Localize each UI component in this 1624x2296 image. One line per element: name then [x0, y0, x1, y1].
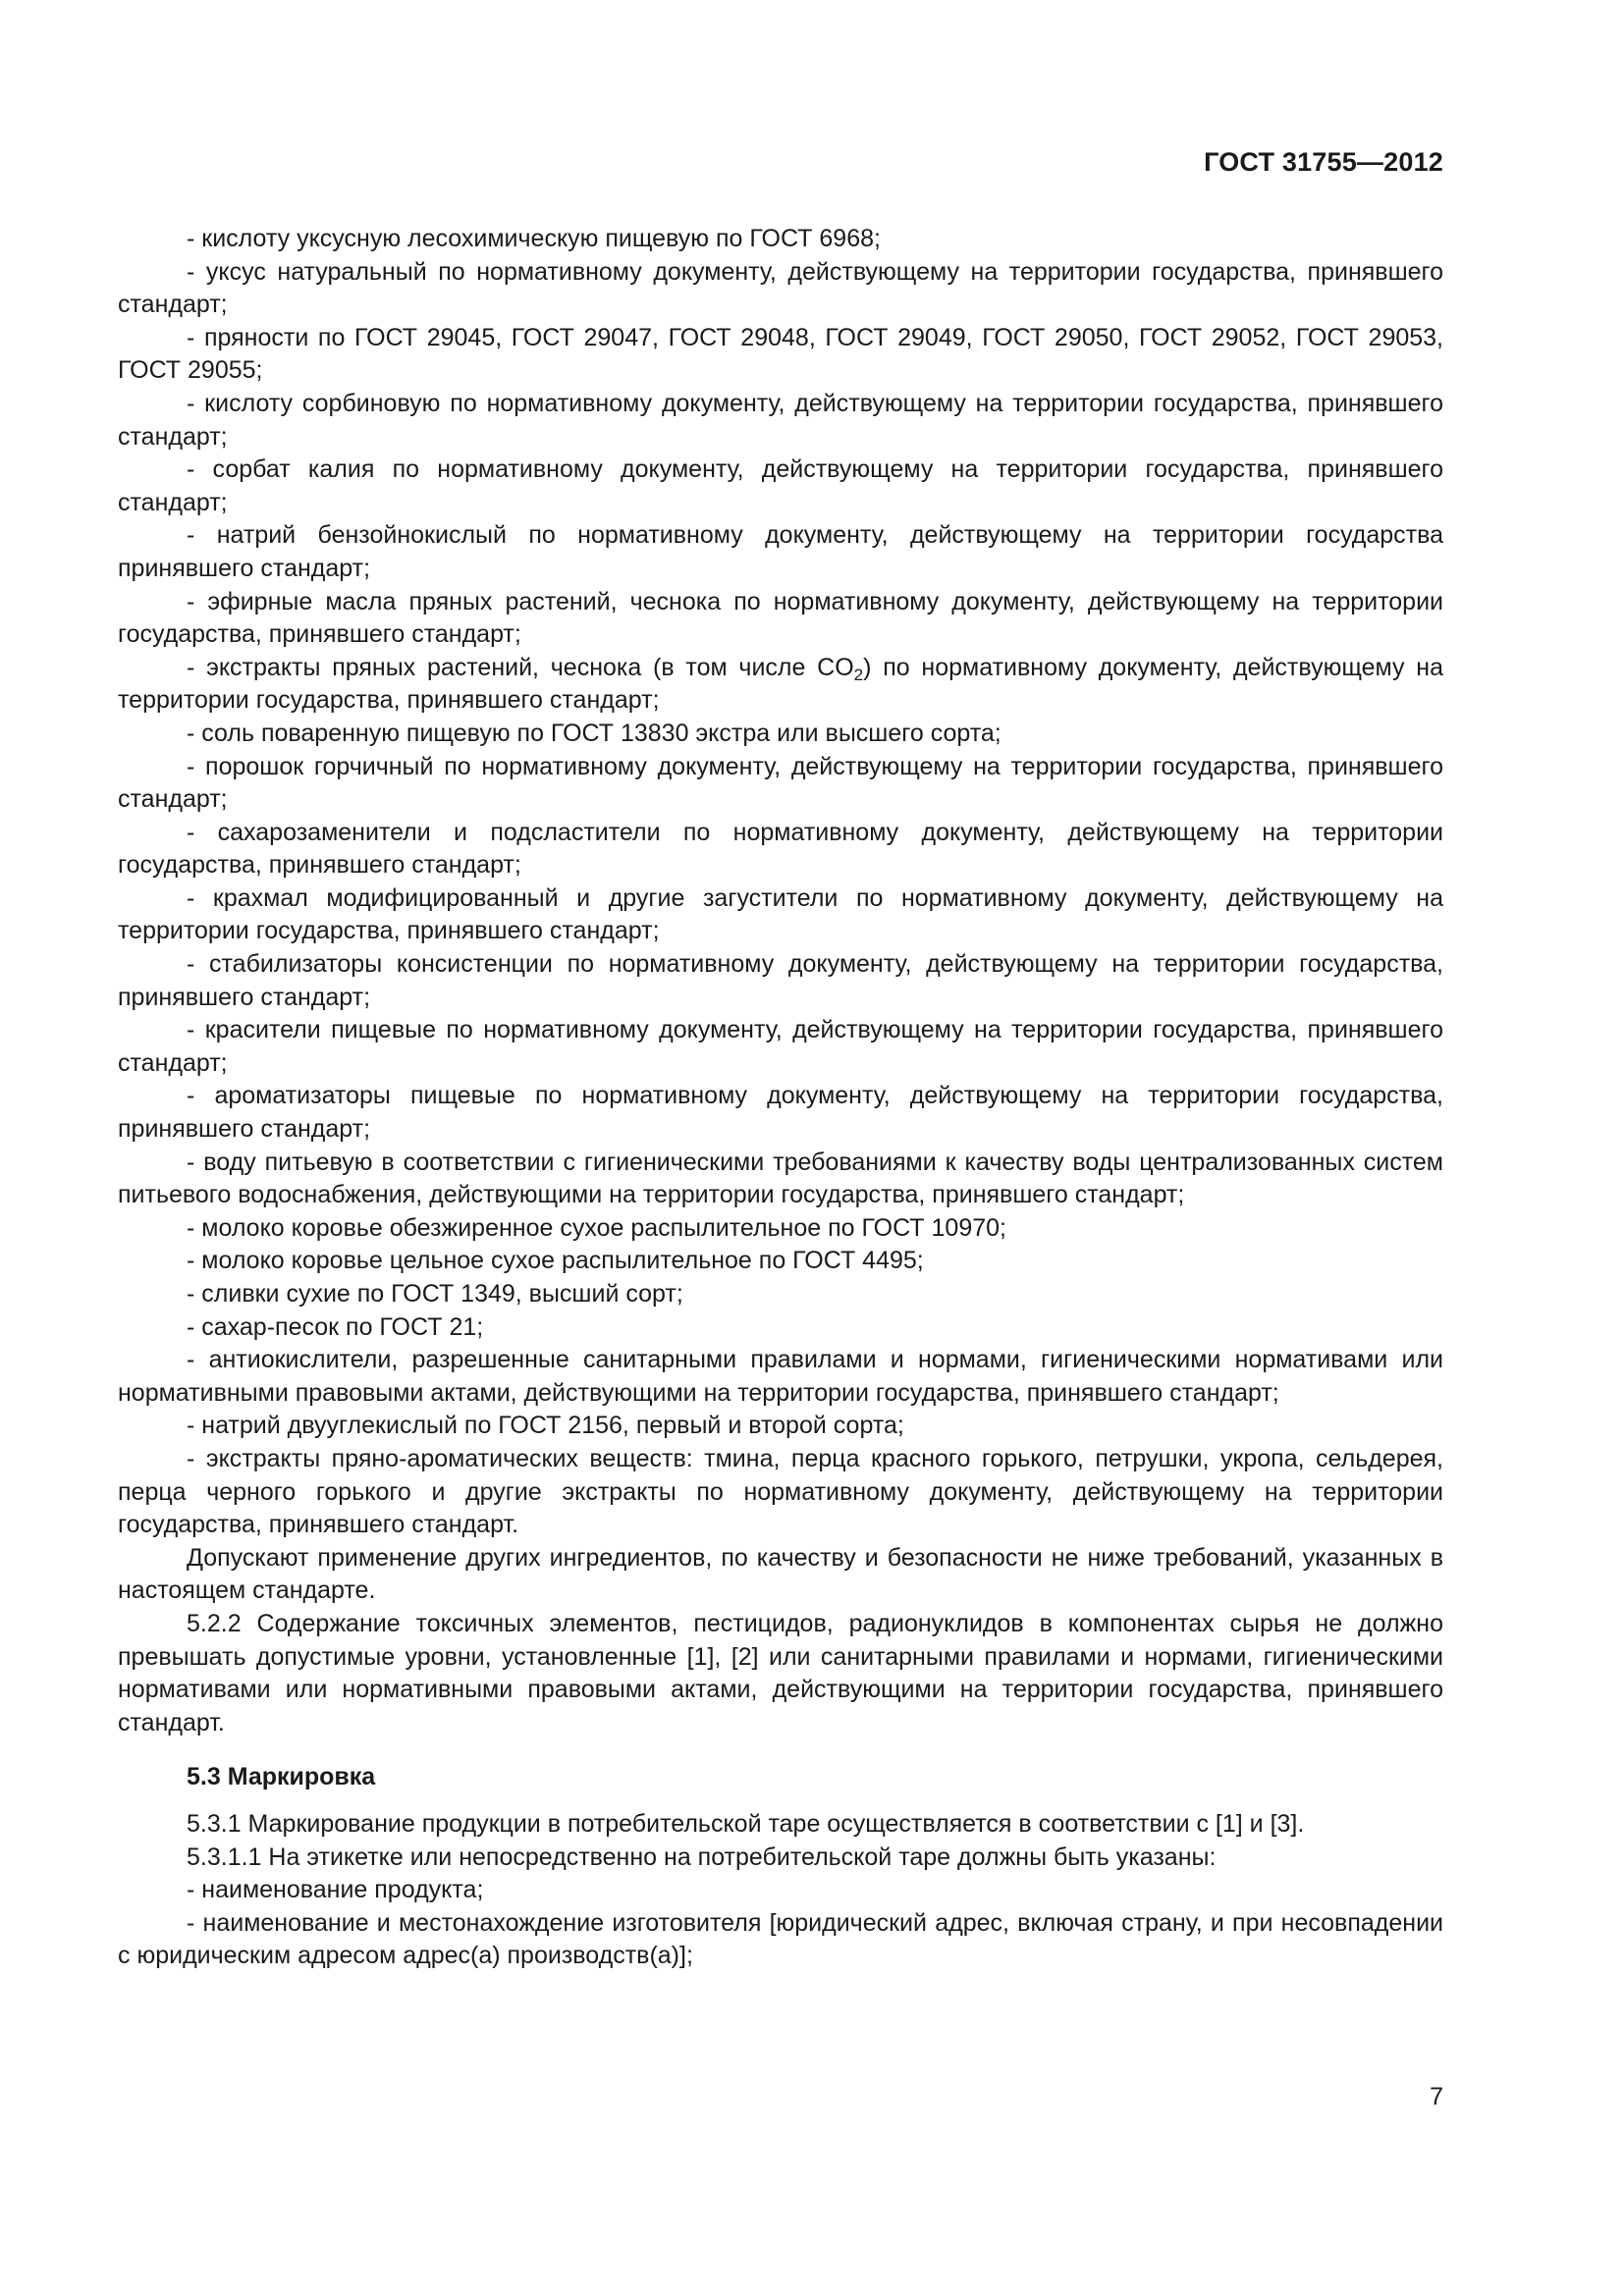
- subscript: 2: [853, 665, 864, 684]
- paragraph: - красители пищевые по нормативному документу, действующему на территории государства, принявшего стандарт;: [118, 1016, 1443, 1077]
- paragraph: - воду питьевую в соответствии с гигиеническими требованиями к качеству воды централизованных систем питьевого водоснабжения, действующими на территории государства, принявшего стандарт;: [118, 1148, 1443, 1209]
- paragraph: 5.2.2 Содержание токсичных элементов, пестицидов, радионуклидов в компонентах сырья не должно превышать допустимые уровни, установленные [1], [2] или санитарными правилами и нормами, гигиеническими нормативами или нормативными правовыми актами, действующими на территории государства, принявшего стандарт.: [118, 1609, 1443, 1736]
- paragraph: - ароматизаторы пищевые по нормативному документу, действующему на территории государства, принявшего стандарт;: [118, 1082, 1443, 1144]
- paragraph-with-subscript: [118, 652, 1443, 718]
- section-heading: 5.3 Маркировка: [187, 1763, 376, 1791]
- paragraph: - порошок горчичный по нормативному документу, действующему на территории государства, принявшего стандарт;: [118, 752, 1443, 814]
- paragraph: - натрий двууглекислый по ГОСТ 2156, первый и второй сорта;: [187, 1412, 904, 1440]
- paragraph: - соль поваренную пищевую по ГОСТ 13830 экстра или высшего сорта;: [187, 719, 1001, 747]
- paragraph: - сорбат калия по нормативному документу, действующему на территории государства, принявшего стандарт;: [118, 455, 1443, 516]
- paragraph-text-part: - экстракты пряных растений, чеснока (в том числе CO: [187, 653, 854, 681]
- paragraph-text-part: ) по нормативному документу, действующему на территории государства, принявшего стандарт;: [118, 653, 1443, 715]
- paragraph: 5.3.1 Маркирование продукции в потребительской таре осуществляется в соответствии с [1] и [3].: [187, 1809, 1305, 1838]
- paragraph: - сливки сухие по ГОСТ 1349, высший сорт;: [187, 1280, 683, 1308]
- paragraph: 5.3.1.1 На этикетке или непосредственно на потребительской таре должны быть указаны:: [187, 1842, 1217, 1871]
- paragraph: - наименование и местонахождение изготовителя [юридический адрес, включая страну, и при несовпадении с юридическим адресом адрес(а) производств(а)];: [118, 1908, 1443, 1970]
- paragraph: - стабилизаторы консистенции по нормативному документу, действующему на территории государства, принявшего стандарт;: [118, 950, 1443, 1011]
- document-body: [118, 223, 1443, 1973]
- page-number: 7: [1430, 2083, 1443, 2110]
- paragraph: - наименование продукта;: [187, 1876, 484, 1904]
- paragraph: - молоко коровье цельное сухое распылительное по ГОСТ 4495;: [187, 1247, 924, 1275]
- paragraph: - антиокислители, разрешенные санитарными правилами и нормами, гигиеническими нормативами или нормативными правовыми актами, действующими на территории государства, принявшего стандарт;: [118, 1346, 1443, 1407]
- paragraph: - сахар-песок по ГОСТ 21;: [187, 1312, 484, 1341]
- paragraph: Допускают применение других ингредиентов, по качеству и безопасности не ниже требований, указанных в настоящем стандарте.: [118, 1543, 1443, 1605]
- paragraph: - кислоту уксусную лесохимическую пищевую по ГОСТ 6968;: [187, 225, 881, 252]
- paragraph: - пряности по ГОСТ 29045, ГОСТ 29047, ГОСТ 29048, ГОСТ 29049, ГОСТ 29050, ГОСТ 29052, ГОСТ 29053, ГОСТ 29055;: [118, 323, 1443, 385]
- paragraph: - молоко коровье обезжиренное сухое распылительное по ГОСТ 10970;: [187, 1213, 1006, 1242]
- paragraph: - крахмал модифицированный и другие загустители по нормативному документу, действующему на территории государства, принявшего стандарт;: [118, 883, 1443, 945]
- paragraph: - сахарозаменители и подсластители по нормативному документу, действующему на территории государства, принявшего стандарт;: [118, 818, 1443, 880]
- paragraph: - натрий бензойнокислый по нормативному документу, действующему на территории государства принявшего стандарт;: [118, 521, 1443, 582]
- paragraph: - экстракты пряно-ароматических веществ: тмина, перца красного горького, петрушки, укропа, сельдерея, перца черного горького и другие экстракты по нормативному документу, действующему на территории государства, принявшего стандарт.: [118, 1444, 1443, 1539]
- paragraph: - кислоту сорбиновую по нормативному документу, действующему на территории государства, принявшего стандарт;: [118, 389, 1443, 451]
- document-id: ГОСТ 31755—2012: [1204, 147, 1443, 177]
- paragraph: - эфирные масла пряных растений, чеснока по нормативному документу, действующему на территории государства, принявшего стандарт;: [118, 587, 1443, 649]
- paragraph: - уксус натуральный по нормативному документу, действующему на территории государства, принявшего стандарт;: [118, 257, 1443, 319]
